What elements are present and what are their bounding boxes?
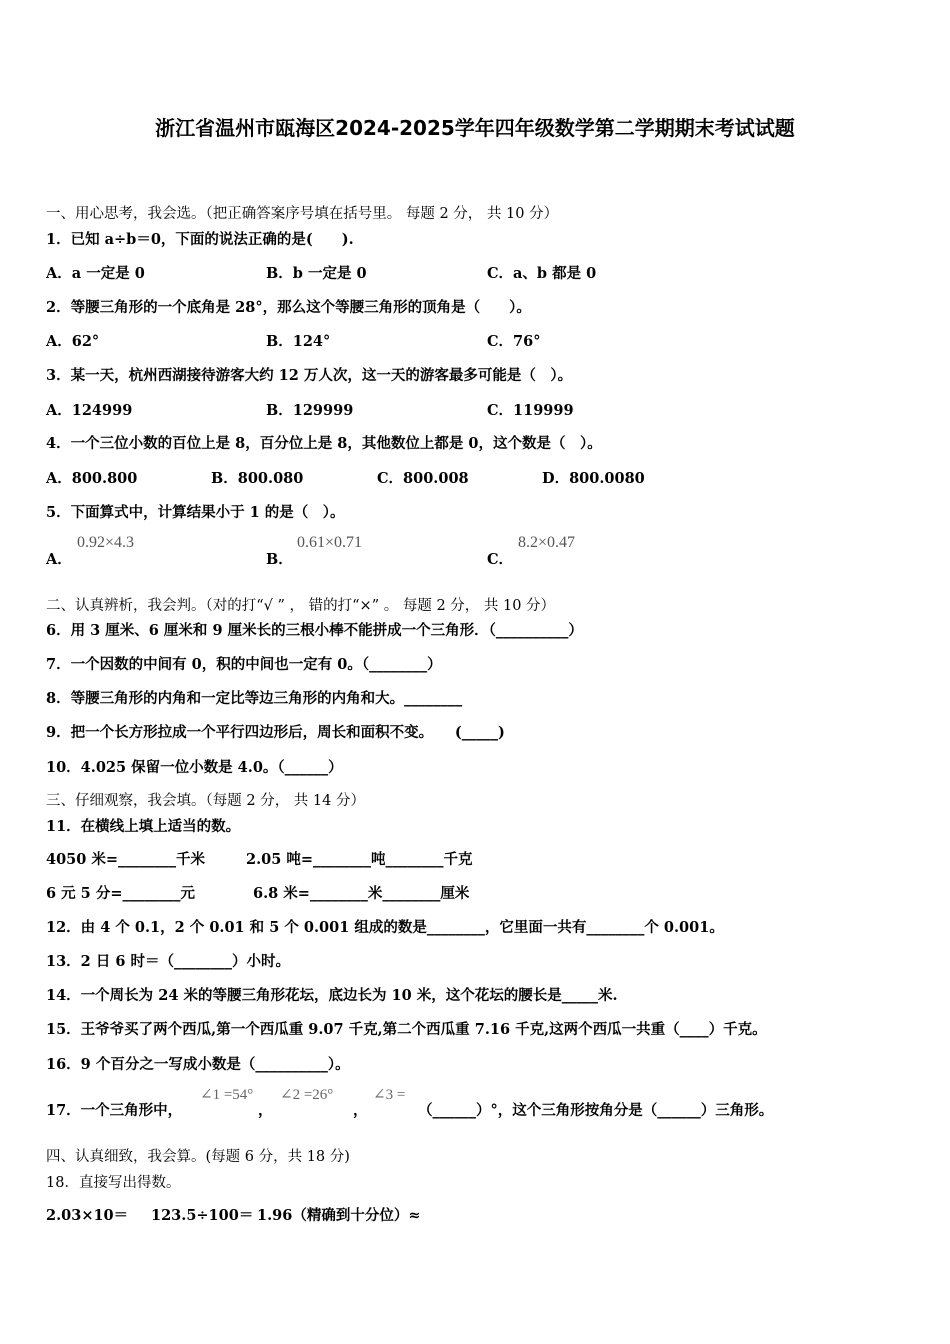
question-10: 10．4.025 保留一位小数是 4.0。（______） bbox=[46, 759, 343, 776]
q18-problem-1: 2.03×10＝ bbox=[46, 1207, 129, 1224]
section-2-heading: 二、认真辨析，我会判。（对的打“√ ” ， 错的打“×” 。 每题 2 分， 共 10 分） bbox=[46, 598, 556, 614]
q17-tail: （______）°，这个三角形按角分是（______）三角形。 bbox=[418, 1102, 774, 1119]
q5-option-b: B． bbox=[266, 551, 293, 568]
q5-option-a: A． bbox=[46, 551, 72, 568]
q11-blank-1: 4050 米=________千米 bbox=[46, 851, 206, 868]
question-12: 12．由 4 个 0.1，2 个 0.01 和 5 个 0.001 组成的数是________，它里面一共有________个 0.001。 bbox=[46, 919, 724, 936]
q4-option-b: B．800.080 bbox=[211, 470, 304, 487]
page-title: 浙江省温州市瓯海区2024-2025学年四年级数学第二学期期末考试试题 bbox=[155, 116, 795, 140]
question-3: 3．某一天，杭州西湖接待游客大约 12 万人次，这一天的游客最多可能是（ ）。 bbox=[46, 367, 573, 384]
q1-option-c: C．a、b 都是 0 bbox=[487, 265, 597, 282]
question-5: 5．下面算式中，计算结果小于 1 的是（ ）。 bbox=[46, 504, 345, 521]
q11-blank-3: 6 元 5 分=________元 bbox=[46, 885, 195, 902]
question-17: 17．一个三角形中， bbox=[46, 1102, 183, 1119]
question-7: 7．一个因数的中间有 0，积的中间也一定有 0。（________） bbox=[46, 656, 442, 673]
question-8: 8．等腰三角形的内角和一定比等边三角形的内角和大。________ bbox=[46, 690, 463, 707]
q18-problem-3: 1.96（精确到十分位）≈ bbox=[257, 1207, 421, 1224]
q4-option-d: D．800.0080 bbox=[542, 470, 645, 487]
q2-option-b: B．124° bbox=[266, 333, 331, 350]
question-2: 2．等腰三角形的一个底角是 28°，那么这个等腰三角形的顶角是（ ）。 bbox=[46, 299, 531, 316]
section-3-heading: 三、仔细观察，我会填。（每题 2 分， 共 14 分） bbox=[46, 793, 365, 809]
question-18: 18．直接写出得数。 bbox=[46, 1175, 181, 1191]
q1-option-a: A．a 一定是 0 bbox=[46, 265, 145, 282]
q1-option-b: B．b 一定是 0 bbox=[266, 265, 367, 282]
q17-separator-2: ， bbox=[353, 1102, 368, 1119]
q18-problem-2: 123.5÷100＝ bbox=[151, 1207, 254, 1224]
section-4-heading: 四、认真细致，我会算。(每题 6 分，共 18 分) bbox=[46, 1149, 350, 1165]
q17-angle-2: ∠2 =26° bbox=[280, 1087, 334, 1103]
q5-option-b-expression: 0.61×0.71 bbox=[297, 534, 363, 551]
question-9: 9．把一个长方形拉成一个平行四边形后，周长和面积不变。 (_____) bbox=[46, 724, 505, 741]
q4-option-a: A．800.800 bbox=[46, 470, 138, 487]
q2-option-a: A．62° bbox=[46, 333, 100, 350]
question-13: 13．2 日 6 时＝（________）小时。 bbox=[46, 953, 290, 970]
q3-option-a: A．124999 bbox=[46, 402, 133, 419]
q17-separator-1: ， bbox=[258, 1102, 273, 1119]
q3-option-b: B．129999 bbox=[266, 402, 354, 419]
q11-blank-2: 2.05 吨=________吨________千克 bbox=[246, 851, 473, 868]
q5-option-c-expression: 8.2×0.47 bbox=[518, 534, 576, 551]
section-1-heading: 一、用心思考，我会选。（把正确答案序号填在括号里。 每题 2 分， 共 10 分） bbox=[46, 206, 559, 222]
q3-option-c: C．119999 bbox=[487, 402, 574, 419]
q17-angle-3: ∠3 = bbox=[373, 1087, 406, 1103]
q5-option-c: C． bbox=[487, 551, 514, 568]
q5-option-a-expression: 0.92×4.3 bbox=[77, 534, 135, 551]
q4-option-c: C．800.008 bbox=[377, 470, 469, 487]
q11-blank-4: 6.8 米=________米________厘米 bbox=[253, 885, 470, 902]
question-15: 15．王爷爷买了两个西瓜,第一个西瓜重 9.07 千克,第二个西瓜重 7.16 千克,这两个西瓜一共重（____）千克。 bbox=[46, 1021, 767, 1038]
question-1: 1．已知 a÷b＝0，下面的说法正确的是( ). bbox=[46, 231, 354, 248]
q17-angle-1: ∠1 =54° bbox=[200, 1087, 254, 1103]
q2-option-c: C．76° bbox=[487, 333, 541, 350]
question-6: 6．用 3 厘米、6 厘米和 9 厘米长的三根小棒不能拼成一个三角形．（__________） bbox=[46, 622, 583, 639]
question-11: 11．在横线上填上适当的数。 bbox=[46, 818, 241, 835]
question-14: 14．一个周长为 24 米的等腰三角形花坛，底边长为 10 米，这个花坛的腰长是_____米. bbox=[46, 987, 618, 1004]
question-4: 4．一个三位小数的百位上是 8，百分位上是 8，其他数位上都是 0，这个数是（ ）。 bbox=[46, 435, 602, 452]
question-16: 16．9 个百分之一写成小数是（__________）。 bbox=[46, 1056, 350, 1073]
